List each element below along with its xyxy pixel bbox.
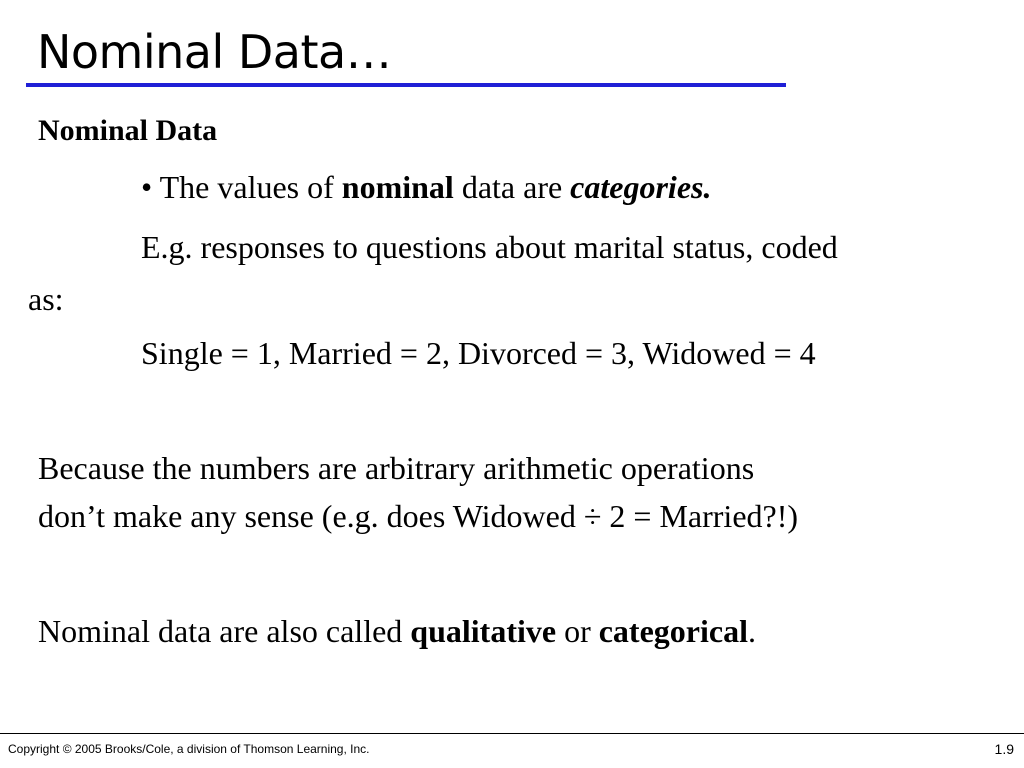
bullet-mid: data are	[453, 169, 571, 205]
footer-copyright: Copyright © 2005 Brooks/Cole, a division of Thomson Learning, Inc.	[8, 742, 370, 756]
arbitrary-line-2: don’t make any sense (e.g. does Widowed ÷ 2 = Married?!)	[38, 498, 799, 534]
bullet-term-nominal: nominal	[341, 169, 454, 205]
also-called-prefix: Nominal data are also called	[38, 613, 411, 649]
example-line-1: E.g. responses to questions about marital status, coded	[141, 229, 838, 265]
arbitrary-line-1: Because the numbers are arbitrary arithmetic operations	[38, 450, 755, 486]
also-called-mid: or	[556, 613, 599, 649]
example-line-2: as:	[28, 281, 64, 317]
bullet-values-line	[141, 168, 711, 206]
arbitrary-paragraph	[38, 444, 998, 540]
bullet-prefix: • The values of	[141, 169, 342, 205]
page-number: 1.9	[994, 741, 1014, 757]
example-codes-line: Single = 1, Married = 2, Divorced = 3, Widowed = 4	[141, 335, 816, 371]
section-heading: Nominal Data	[38, 114, 218, 147]
footer-divider	[0, 733, 1024, 734]
term-qualitative: qualitative	[410, 613, 557, 649]
term-categorical: categorical	[598, 613, 748, 649]
also-called-suffix: .	[747, 613, 756, 649]
also-called-line	[38, 612, 756, 650]
slide-title: Nominal Data…	[37, 25, 392, 79]
title-underline	[26, 83, 786, 87]
bullet-emph-categories: categories.	[570, 169, 712, 205]
